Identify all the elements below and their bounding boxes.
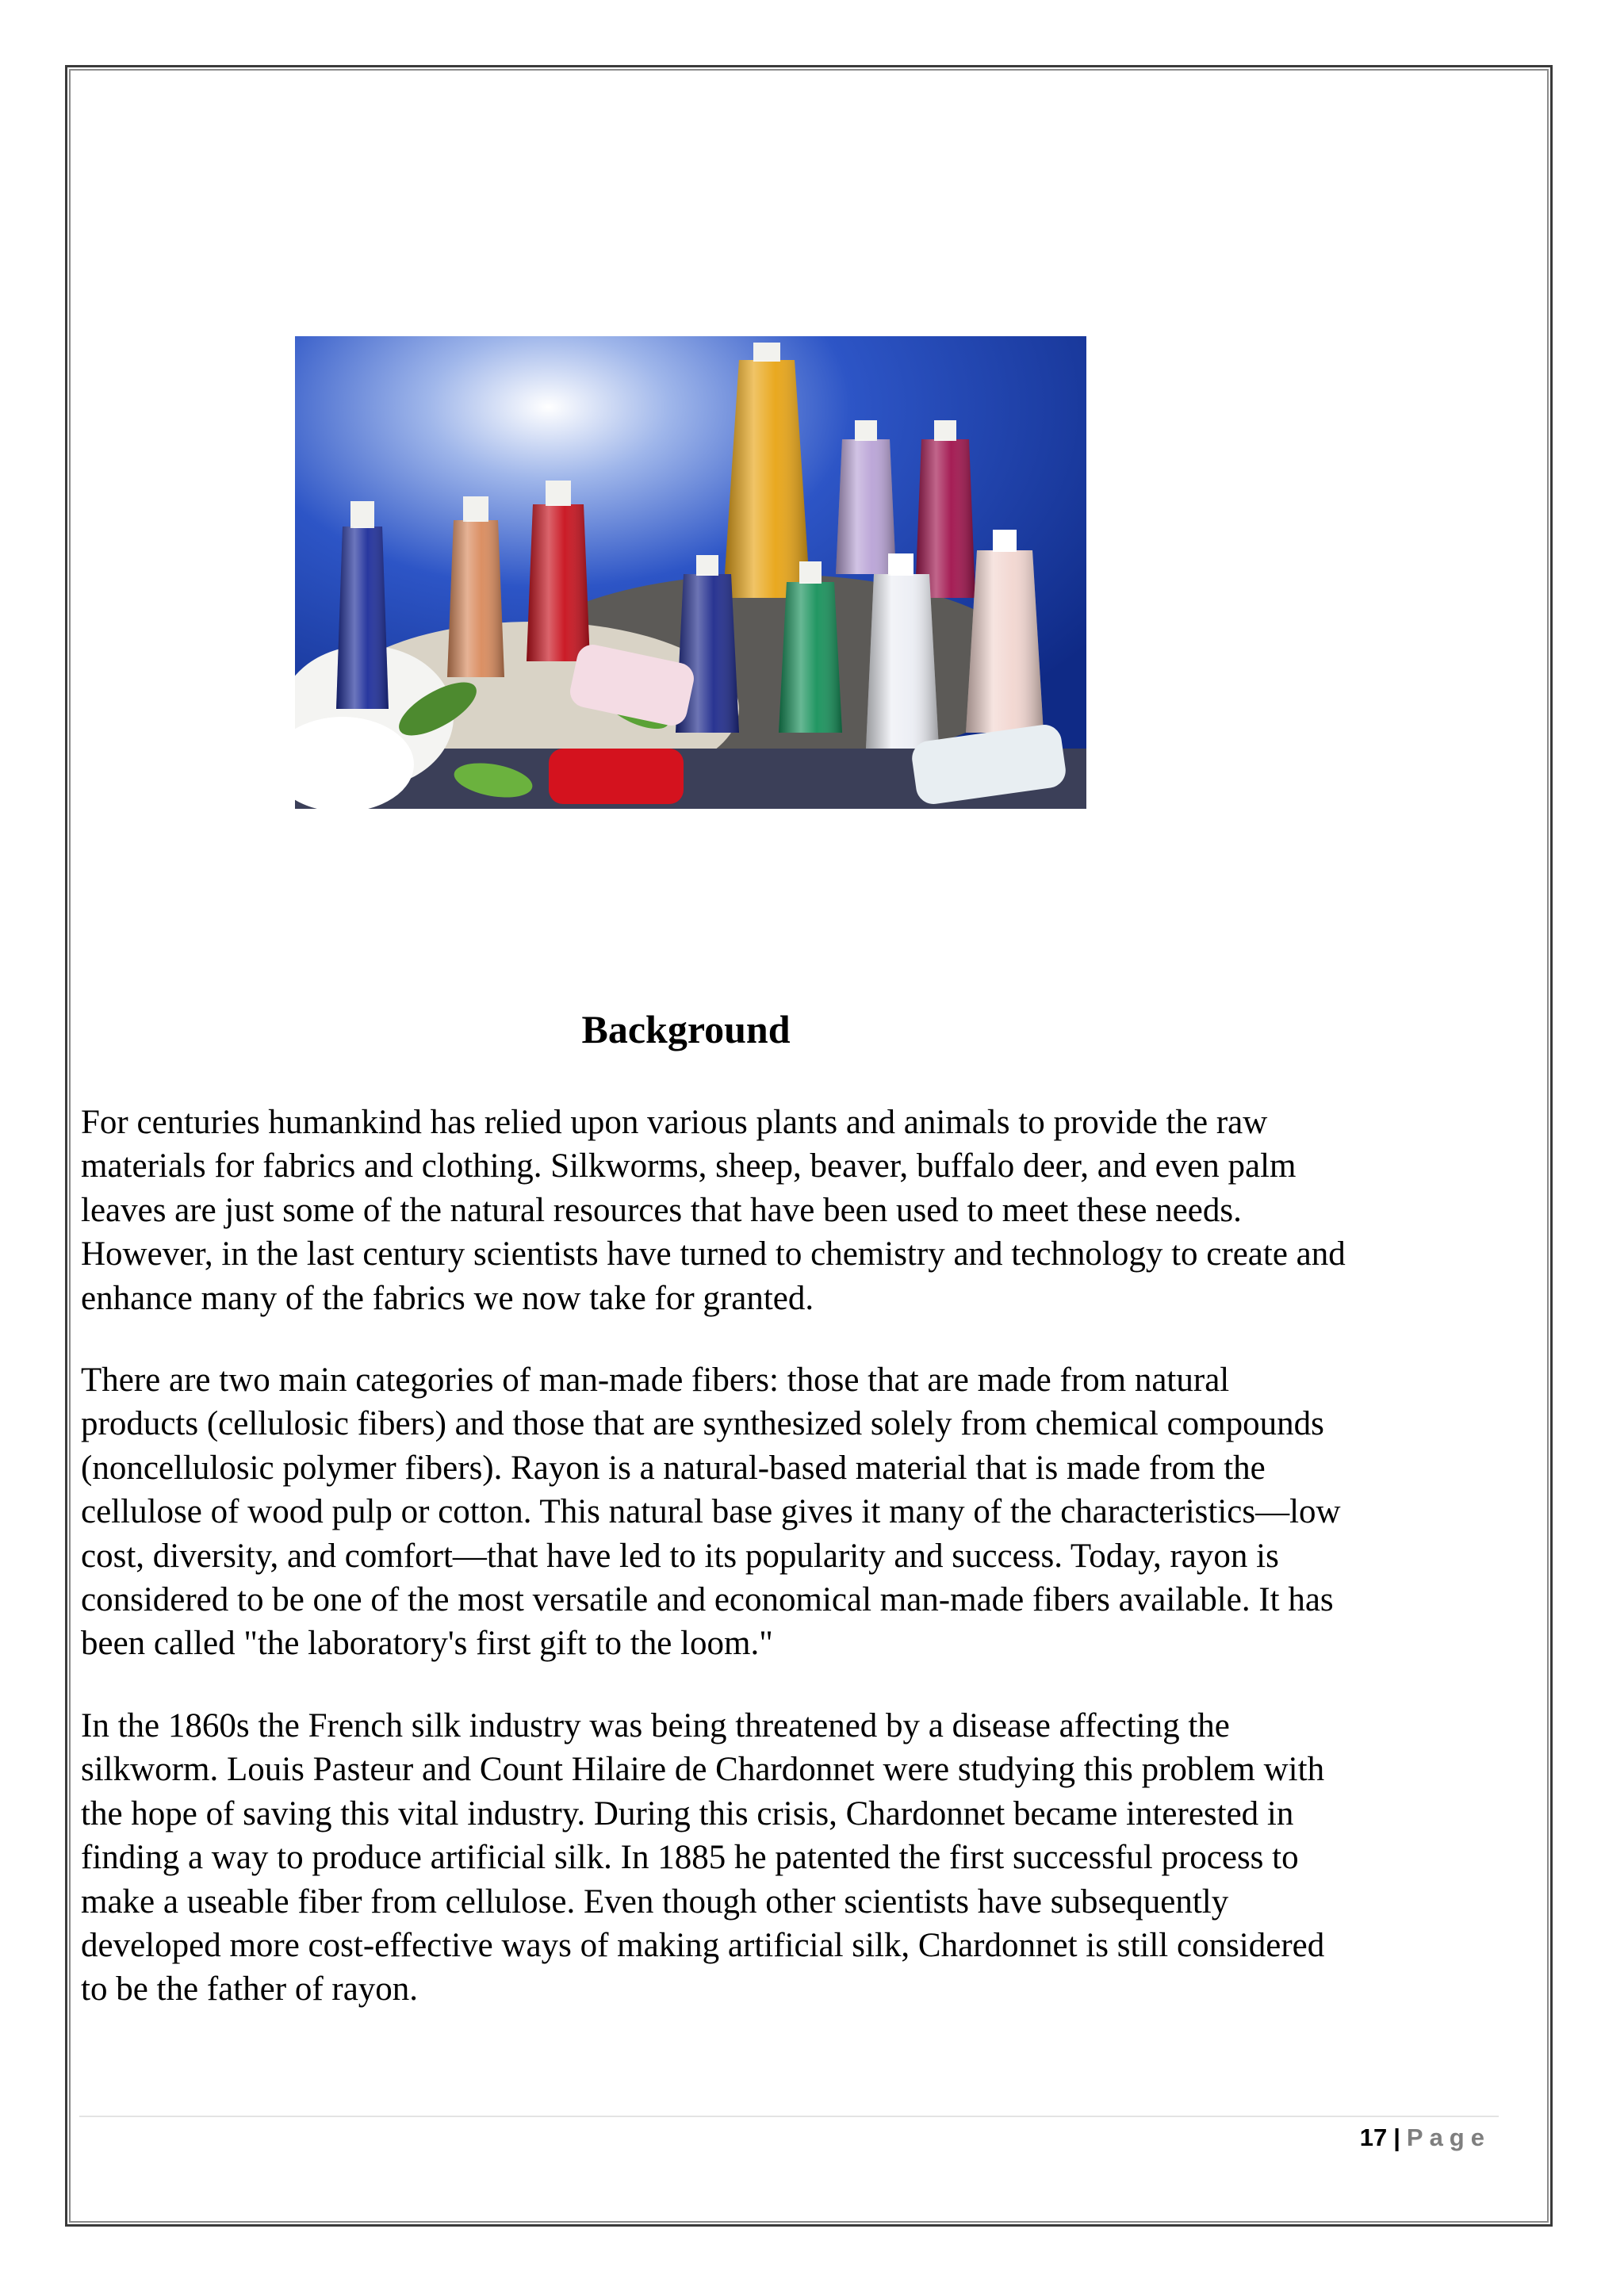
page-label: Page	[1406, 2124, 1491, 2151]
page-separator: |	[1393, 2124, 1400, 2151]
page-number: 17	[1359, 2124, 1388, 2151]
section-heading: Background	[581, 1007, 791, 1051]
paragraph-2: There are two main categories of man-made fibers: those that are made from natural products (cellulosic fibers) and those that are synthesized solely from chemical compounds (noncellulosic polymer fibers). Rayon is a natural-based material that is made from the cellulose of wood pulp or cotton. This natural base gives it many of the characteristics—low cost, diversity, and comfort—that have led to its popularity and success. Today, rayon is considered to be one of the most versatile and economical man-made fibers available. It has been called "the laboratory's first gift to the loom."	[81, 1361, 1341, 1663]
footer-divider	[79, 2116, 1499, 2117]
body-text	[81, 1101, 1508, 2050]
page-footer	[1360, 2122, 1491, 2154]
paragraph-1: For centuries humankind has relied upon various plants and animals to provide the raw materials for fabrics and clothing. Silkworms, sheep, beaver, buffalo deer, and even palm leaves are just some of the natural resources that have been used to meet these needs. However, in the last century scientists have turned to chemistry and technology to create and enhance many of the fabrics we now take for granted.	[81, 1104, 1346, 1317]
thread-spools-photo	[295, 336, 1086, 809]
thread-spools-illustration	[295, 336, 1086, 809]
paragraph-3: In the 1860s the French silk industry was being threatened by a disease affecting the silkworm. Louis Pasteur and Count Hilaire de Chardonnet were studying this problem with the hope of saving this vital industry. During this crisis, Chardonnet became interested in finding a way to produce artificial silk. In 1885 he patented the first successful process to make a useable fiber from cellulose. Even though other scientists have subsequently developed more cost-effective ways of making artificial silk, Chardonnet is still considered to be the father of rayon.	[81, 1706, 1325, 2009]
